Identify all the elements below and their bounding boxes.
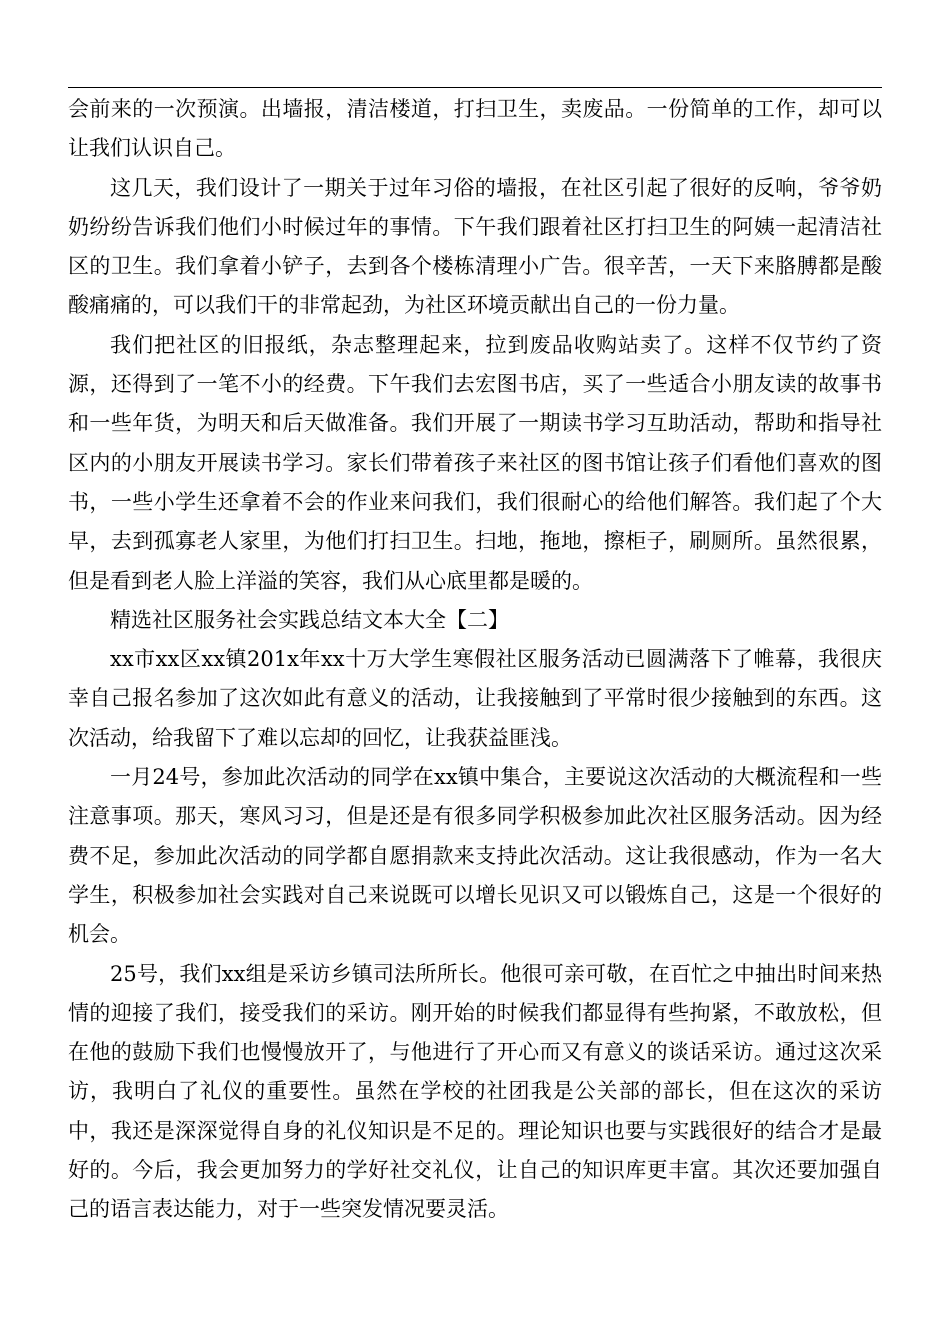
paragraph: 25号，我们xx组是采访乡镇司法所所长。他很可亲可敬，在百忙之中抽出时间来热情的迎接了我们，接受我们的采访。刚开始的时候我们都显得有些拘紧，不敢放松，但在他的鼓励下我们也慢慢放开了，与他进行了开心而又有意义的谈话采访。通过这次采访，我明白了礼仪的重要性。虽然在学校的社团我是公关部的部长，但在这次的采访中，我还是深深觉得自身的礼仪知识是不足的。理论知识也要与实践很好的结合才是最好的。今后，我会更加努力的学好社交礼仪，让自己的知识库更丰富。其次还要加强自己的语言表达能力，对于一些突发情况要灵活。 [68,961,882,1222]
paragraph: 这几天，我们设计了一期关于过年习俗的墙报，在社区引起了很好的反响，爷爷奶奶纷纷告诉我们他们小时候过年的事情。下午我们跟着社区打扫卫生的阿姨一起清洁社区的卫生。我们拿着小铲子，去到各个楼栋清理小广告。很辛苦，一天下来胳膊都是酸酸痛痛的，可以我们干的非常起劲，为社区环境贡献出自己的一份力量。 [68,175,882,318]
section-heading: 精选社区服务社会实践总结文本大全【二】 [110,607,509,632]
paragraph: 我们把社区的旧报纸，杂志整理起来，拉到废品收购站卖了。这样不仅节约了资源，还得到了一笔不小的经费。下午我们去宏图书店，买了一些适合小朋友读的故事书和一些年货，为明天和后天做准备。我们开展了一期读书学习互助活动，帮助和指导社区内的小朋友开展读书学习。家长们带着孩子来社区的图书馆让孩子们看他们喜欢的图书，一些小学生还拿着不会的作业来问我们，我们很耐心的给他们解答。我们起了个大早，去到孤寡老人家里，为他们打扫卫生。扫地，拖地，擦柜子，刷厕所。虽然很累，但是看到老人脸上洋溢的笑容，我们从心底里都是暖的。 [68,332,882,593]
header-rule [68,87,882,88]
paragraph: 一月24号，参加此次活动的同学在xx镇中集合，主要说这次活动的大概流程和一些注意事项。那天，寒风习习，但是还是有很多同学积极参加此次社区服务活动。因为经费不足，参加此次活动的同学都自愿捐款来支持此次活动。这让我很感动，作为一名大学生，积极参加社会实践对自己来说既可以增长见识又可以锻炼自己，这是一个很好的机会。 [68,765,882,947]
document-body [68,90,882,1230]
paragraph: xx市xx区xx镇201x年xx十万大学生寒假社区服务活动已圆满落下了帷幕，我很庆幸自己报名参加了这次如此有意义的活动，让我接触到了平常时很少接触到的东西。这次活动，给我留下了难以忘却的回忆，让我获益匪浅。 [68,647,882,750]
paragraph-continued: 会前来的一次预演。出墙报，清洁楼道，打扫卫生，卖废品。一份简单的工作，却可以让我们认识自己。 [68,97,882,161]
